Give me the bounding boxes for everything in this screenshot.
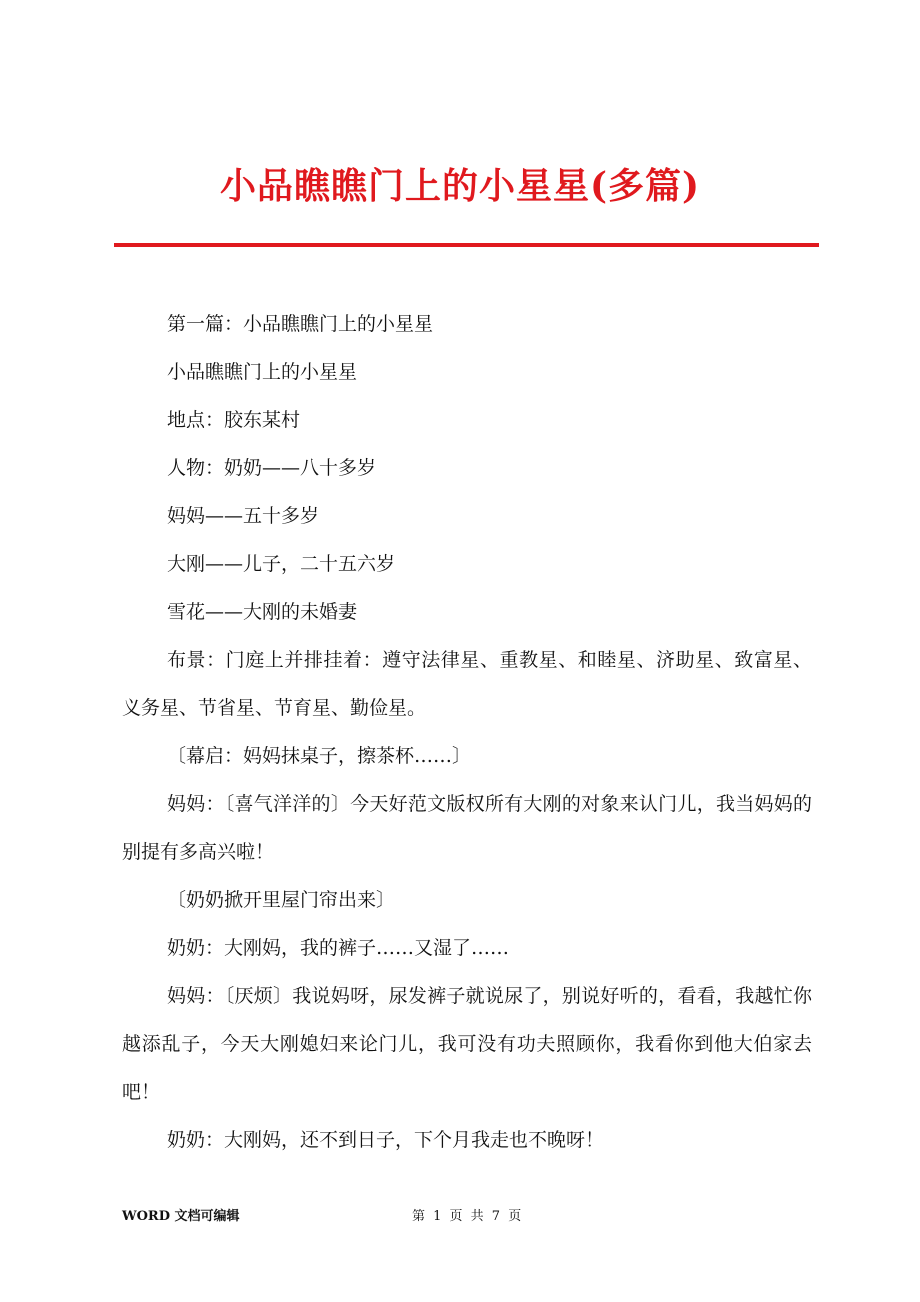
page-footer <box>122 1205 812 1229</box>
document-body <box>122 300 812 1164</box>
paragraph: 小品瞧瞧门上的小星星 <box>167 361 358 383</box>
paragraph: 第一篇：小品瞧瞧门上的小星星 <box>167 313 434 335</box>
paragraph: 人物：奶奶——八十多岁 <box>167 457 377 479</box>
paragraph: 妈妈——五十多岁 <box>167 505 320 527</box>
paragraph: 地点：胶东某村 <box>167 409 301 431</box>
paragraph: 〔幕启：妈妈抹桌子，擦茶杯……〕 <box>167 745 472 767</box>
footer-page-number: 第 1 页 共 7 页 <box>412 1209 524 1224</box>
paragraph: 大刚——儿子，二十五六岁 <box>167 553 396 575</box>
paragraph: 布景：门庭上并排挂着：遵守法律星、重教星、和睦星、济助星、致富星、义务星、节省星、节育星、勤俭星。 <box>122 649 812 719</box>
document-title: 小品瞧瞧门上的小星星(多篇) <box>219 165 701 207</box>
footer-editable-label: WORD 文档可编辑 <box>122 1209 240 1224</box>
title-underline <box>114 243 819 247</box>
paragraph: 妈妈：〔厌烦〕我说妈呀，尿发裤子就说尿了，别说好听的，看看，我越忙你越添乱子，今天大刚媳妇来论门儿，我可没有功夫照顾你，我看你到他大伯家去吧！ <box>122 985 812 1103</box>
paragraph: 〔奶奶掀开里屋门帘出来〕 <box>167 889 396 911</box>
paragraph: 奶奶：大刚妈，我的裤子……又湿了…… <box>167 937 510 959</box>
paragraph: 奶奶：大刚妈，还不到日子，下个月我走也不晚呀！ <box>167 1129 605 1151</box>
paragraph: 雪花——大刚的未婚妻 <box>167 601 358 623</box>
paragraph: 妈妈：〔喜气洋洋的〕今天好范文版权所有大刚的对象来认门儿，我当妈妈的别提有多高兴啦！ <box>122 793 812 863</box>
